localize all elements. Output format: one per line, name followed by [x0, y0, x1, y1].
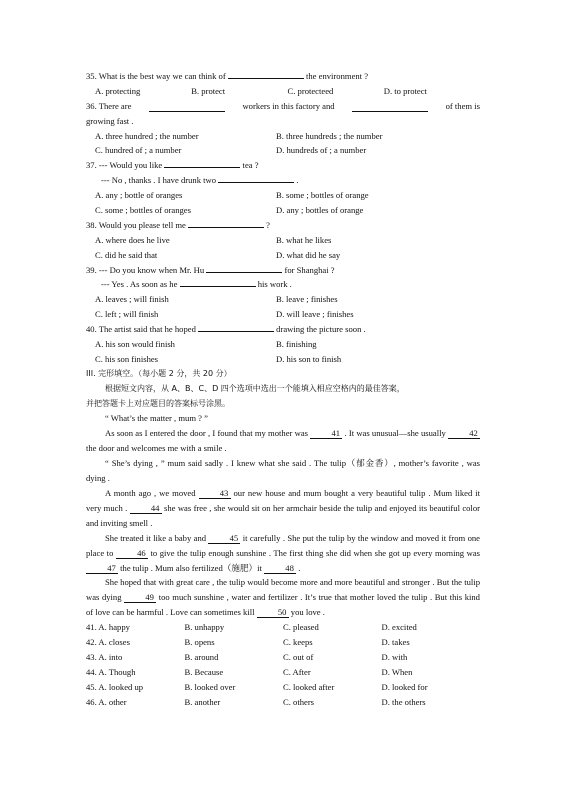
answer-blank: [352, 102, 428, 112]
option: 42. A. closes: [86, 637, 130, 648]
options-row: [86, 352, 480, 367]
cloze-blank-45: 45: [208, 533, 240, 544]
option: D. hundreds of ; a number: [276, 145, 367, 156]
answer-row-42: [86, 635, 480, 650]
option: B. what he likes: [276, 234, 332, 245]
question-stem: workers in this factory and: [242, 100, 335, 111]
option: 46. A. other: [86, 696, 127, 707]
question-stem: growing fast .: [86, 115, 134, 126]
option: C. looked after: [283, 681, 335, 692]
question-stem: the environment ?: [303, 71, 369, 81]
option: D. the others: [381, 696, 426, 707]
question-stem: 40. The artist said that he hoped: [86, 324, 199, 335]
answer-blank: [228, 69, 304, 79]
answer-row-46: [86, 695, 480, 710]
section-heading: III. 完形填空。（每小题 2 分，共 20 分）: [86, 368, 232, 378]
answer-blank: [164, 158, 240, 168]
exam-page: [86, 69, 480, 710]
option: D. what did he say: [276, 249, 341, 260]
passage-text: the tulip . Mum also fertilized（施肥）it: [118, 562, 265, 573]
question-35: [86, 69, 480, 84]
passage-text: our new house and mum bought a very beautiful tulip . Mum liked it very much .: [86, 488, 480, 513]
option: B. some ; bottles of orange: [276, 190, 369, 201]
passage-text: A month ago , we moved: [105, 488, 199, 498]
passage-paragraph: [86, 531, 480, 576]
cloze-blank-49: 49: [124, 592, 156, 603]
question-stem: ?: [264, 219, 270, 230]
options-row: [86, 84, 480, 99]
option: C. left ; will finish: [95, 309, 159, 320]
answer-row-43: [86, 650, 480, 665]
option: B. protect: [191, 85, 226, 96]
option: B. looked over: [184, 681, 236, 692]
cloze-blank-42: 42: [448, 428, 480, 439]
option: A. three hundred ; the number: [95, 130, 199, 141]
options-row: [86, 203, 480, 218]
answer-blank: [218, 173, 294, 183]
answer-row-44: [86, 665, 480, 680]
question-stem: 37. --- Would you like: [86, 160, 165, 171]
cloze-blank-43: 43: [199, 488, 231, 499]
option: C. his son finishes: [95, 353, 159, 364]
option: 44. A. Though: [86, 666, 136, 677]
passage-text: the door and welcomes me with a smile .: [86, 443, 227, 454]
options-row: [86, 129, 480, 144]
passage-text: .: [296, 562, 301, 573]
options-row: [86, 248, 480, 263]
option: D. with: [381, 651, 408, 662]
question-stem: --- Yes . As soon as he: [101, 279, 180, 290]
option: C. pleased: [283, 622, 319, 633]
option: C. hundred of ; a number: [95, 145, 182, 156]
option: C. some ; bottles of oranges: [95, 205, 191, 216]
options-row: [86, 292, 480, 307]
option: A. his son would finish: [95, 339, 175, 350]
question-stem: .: [294, 175, 299, 186]
cloze-blank-41: 41: [310, 428, 342, 439]
cloze-blank-44: 44: [130, 503, 162, 514]
option: 45. A. looked up: [86, 681, 144, 692]
option: B. another: [184, 696, 221, 707]
passage-text: she was free , she would sit on her armchair beside the tulip and enjoyed its beautiful color and inviting smell .: [86, 502, 480, 528]
option: D. takes: [381, 637, 410, 648]
option: 43. A. into: [86, 651, 123, 662]
passage-text: She treated it like a baby and: [105, 532, 209, 543]
question-stem: for Shanghai ?: [282, 264, 335, 275]
option: C. did he said that: [95, 249, 158, 260]
option: C. protecteed: [287, 85, 334, 96]
question-40: [86, 322, 480, 337]
option: A. protecting: [95, 85, 141, 96]
options-row: [86, 307, 480, 322]
question-39: [86, 263, 480, 278]
option: 41. A. happy: [86, 622, 130, 633]
option: D. to protect: [383, 85, 427, 96]
option: B. opens: [184, 637, 215, 648]
answer-blank: [198, 322, 274, 332]
option: B. around: [184, 651, 219, 662]
passage-paragraph: “ What’s the matter , mum ? ”: [105, 413, 208, 424]
passage-paragraph: [86, 575, 480, 620]
answer-row-41: [86, 620, 480, 635]
question-stem: 39. --- Do you know when Mr. Hu: [86, 264, 207, 275]
option: D. will leave ; finishes: [276, 309, 354, 320]
answer-blank: [180, 277, 256, 287]
cloze-blank-46: 46: [116, 548, 148, 559]
question-stem: 38. Would you please tell me: [86, 219, 189, 230]
question-stem: 36. There are: [86, 100, 132, 111]
option: D. looked for: [381, 681, 428, 692]
question-stem: tea ?: [240, 160, 259, 171]
passage-paragraph: [86, 486, 480, 531]
option: D. excited: [381, 622, 417, 633]
options-row: [86, 337, 480, 352]
option: B. leave ; finishes: [276, 294, 338, 305]
option: B. three hundreds ; the number: [276, 130, 383, 141]
option: C. After: [283, 666, 311, 677]
question-39-reply: [86, 277, 480, 292]
passage-text: too much sunshine , water and fertilizer . It’s true that mother loved the tulip . But this kind of love can be harmful . Love can sometimes kill: [86, 592, 480, 618]
options-row: [86, 188, 480, 203]
passage-text: to give the tulip enough sunshine . The first thing she did when she got up every morning was: [147, 547, 481, 558]
question-37: [86, 158, 480, 173]
passage-text: you love .: [288, 607, 325, 618]
option: A. where does he live: [95, 234, 170, 245]
passage-paragraph: [86, 426, 480, 456]
answer-blank: [149, 102, 225, 112]
option: C. others: [283, 696, 315, 707]
options-row: [86, 143, 480, 158]
option: C. out of: [283, 651, 314, 662]
option: D. his son to finish: [276, 353, 342, 364]
option: D. any ; bottles of orange: [276, 205, 364, 216]
option: D. When: [381, 666, 413, 677]
passage-text: it carefully . She put the tulip by the window and moved it from one place to: [86, 532, 480, 558]
option: B. finishing: [276, 339, 317, 350]
question-36: [86, 99, 480, 114]
options-row: [86, 233, 480, 248]
passage-text: . It was unusual—she usually: [342, 428, 448, 439]
answer-row-45: [86, 680, 480, 695]
section-instructions: 并把答题卡上对应题目的答案标号涂黑。: [86, 398, 230, 408]
passage-paragraph: “ She’s dying , ” mum said sadly . I knew what she said . The tulip（郁金香）, mother’s favorite , was dying .: [86, 458, 480, 484]
question-stem: 35. What is the best way we can think of: [86, 71, 228, 81]
answer-options: [86, 620, 480, 709]
cloze-blank-48: 48: [264, 563, 296, 574]
option: B. unhappy: [184, 622, 225, 633]
question-stem: of them is: [445, 100, 480, 111]
question-stem: drawing the picture soon .: [274, 324, 366, 335]
option: B. Because: [184, 666, 224, 677]
question-stem: --- No , thanks . I have drunk two: [101, 175, 219, 186]
cloze-blank-50: 50: [257, 607, 289, 618]
question-38: [86, 218, 480, 233]
question-stem: his work .: [255, 279, 292, 290]
option: A. any ; bottle of oranges: [95, 190, 183, 201]
answer-blank: [206, 263, 282, 273]
section-instructions: 根据短文内容，从 A、B、C、D 四个选项中选出一个能填入相应空格内的最佳答案，: [105, 383, 405, 393]
option: C. keeps: [283, 637, 313, 648]
passage-text: As soon as I entered the door , I found that my mother was: [105, 428, 311, 439]
option: A. leaves ; will finish: [95, 294, 169, 305]
cloze-blank-47: 47: [86, 563, 118, 574]
question-37-reply: [86, 173, 480, 188]
passage-text: She hoped that with great care , the tulip would become more and more beautiful and stronger . But the tulip was dying: [86, 577, 480, 603]
answer-blank: [188, 218, 264, 228]
